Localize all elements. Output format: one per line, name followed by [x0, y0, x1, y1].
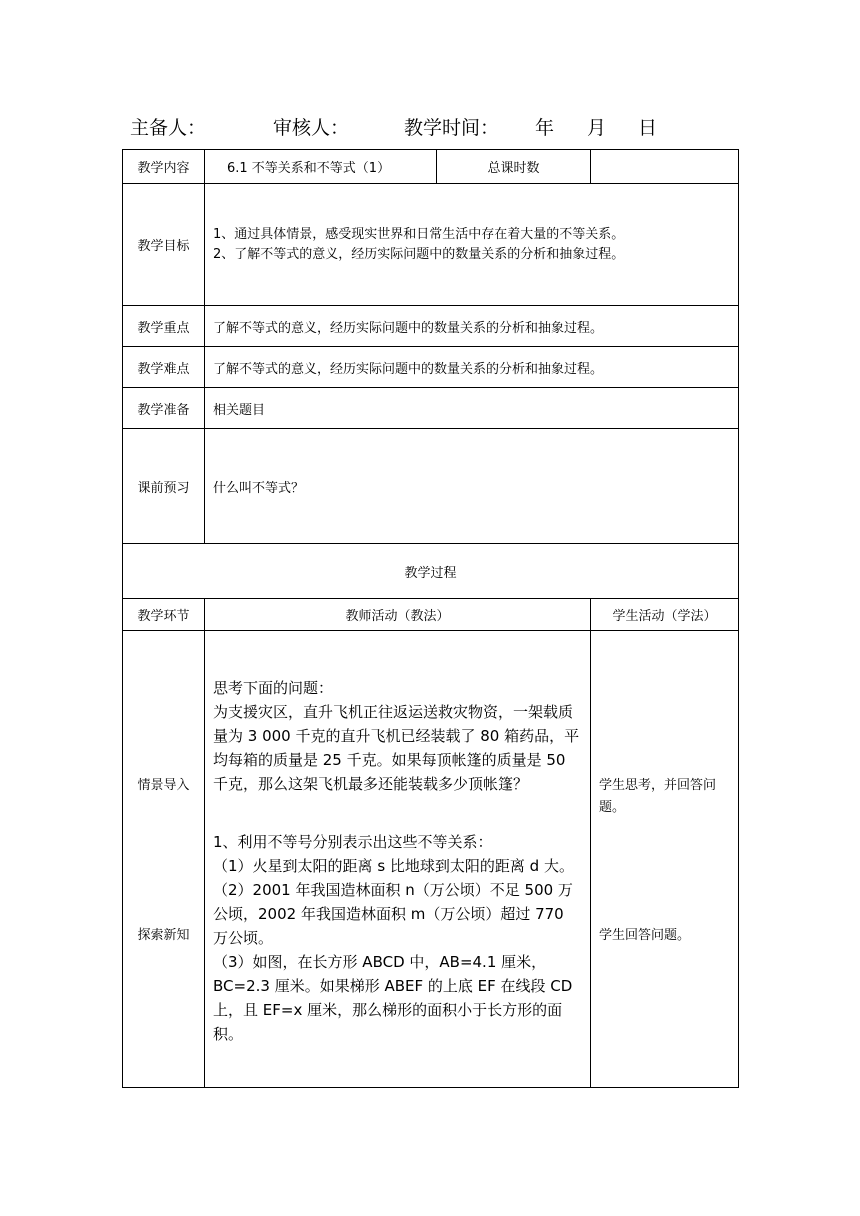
goals-row [123, 184, 739, 306]
prep-value: 相关题目 [205, 388, 739, 429]
key-point-value: 了解不等式的意义，经历实际问题中的数量关系的分析和抽象过程。 [205, 306, 739, 347]
teacher-explore-line: （2）2001 年我国造林面积 n（万公顷）不足 500 万公顷，2002 年我国造林面积 m（万公顷）超过 770 万公顷。 [213, 880, 573, 947]
teacher-column-header: 教师活动（教法） [205, 599, 591, 631]
key-row [123, 306, 739, 347]
preparer-label: 主备人： [130, 117, 207, 139]
content-label: 教学内容 [123, 150, 205, 184]
teacher-explore-line: （3）如图，在长方形 ABCD 中，AB=4.1 厘米，BC=2.3 厘米。如果梯形 ABEF 的上底 EF 在线段 CD 上，且 EF=x 厘米，那么梯形的面积小于长方形的面积。 [213, 952, 573, 1043]
difficulty-row [123, 347, 739, 388]
preview-label: 课前预习 [123, 429, 205, 544]
student-column-header: 学生活动（学法） [591, 599, 739, 631]
stage-intro: 情景导入 [137, 777, 190, 793]
lesson-plan-table [122, 149, 739, 544]
reviewer-label: 审核人： [273, 117, 350, 139]
goals-label: 教学目标 [123, 184, 205, 306]
stage-cell [123, 631, 205, 1088]
month-label: 月 [587, 117, 607, 139]
process-title-row [123, 544, 739, 599]
goal-item: 1、通过具体情景，感受现实世界和日常生活中存在着大量的不等关系。 [213, 226, 625, 242]
student-activity-cell [591, 631, 739, 1088]
teacher-activity-cell [205, 631, 591, 1088]
year-label: 年 [535, 117, 555, 139]
total-hours-label: 总课时数 [437, 150, 591, 184]
prep-label: 教学准备 [123, 388, 205, 429]
content-value: 6.1 不等关系和不等式（1） [205, 150, 437, 184]
teaching-time-label: 教学时间： [404, 117, 500, 139]
preview-value: 什么叫不等式？ [205, 429, 739, 544]
teacher-intro-line: 思考下面的问题： [213, 678, 334, 697]
stage-explore: 探索新知 [137, 927, 190, 943]
difficulty-value: 了解不等式的意义，经历实际问题中的数量关系的分析和抽象过程。 [205, 347, 739, 388]
goal-item: 2、了解不等式的意义，经历实际问题中的数量关系的分析和抽象过程。 [213, 246, 625, 262]
content-row [123, 150, 739, 184]
teacher-explore-line: 1、利用不等号分别表示出这些不等关系： [213, 832, 493, 851]
goals-value [205, 184, 739, 306]
process-title: 教学过程 [123, 544, 739, 599]
teacher-intro-problem: 为支援灾区，直升飞机正往返运送救灾物资，一架载质量为 3 000 千克的直升飞机已经装载了 80 箱药品，平均每箱的质量是 25 千克。如果每顶帐篷的质量是 50 千克，那么这架飞机最多还能装载多少顶帐篷？ [213, 702, 580, 793]
difficulty-label: 教学难点 [123, 347, 205, 388]
teaching-process-table [122, 543, 739, 1088]
prep-row [123, 388, 739, 429]
process-header-row [123, 599, 739, 631]
key-point-label: 教学重点 [123, 306, 205, 347]
day-label: 日 [638, 117, 658, 139]
teacher-explore-line: （1）火星到太阳的距离 s 比地球到太阳的距离 d 大。 [213, 856, 574, 875]
student-intro: 学生思考，并回答问题。 [599, 777, 717, 815]
student-explore: 学生回答问题。 [599, 927, 691, 943]
stage-column-header: 教学环节 [123, 599, 205, 631]
process-body-row [123, 631, 739, 1088]
preview-row [123, 429, 739, 544]
total-hours-value [591, 150, 739, 184]
